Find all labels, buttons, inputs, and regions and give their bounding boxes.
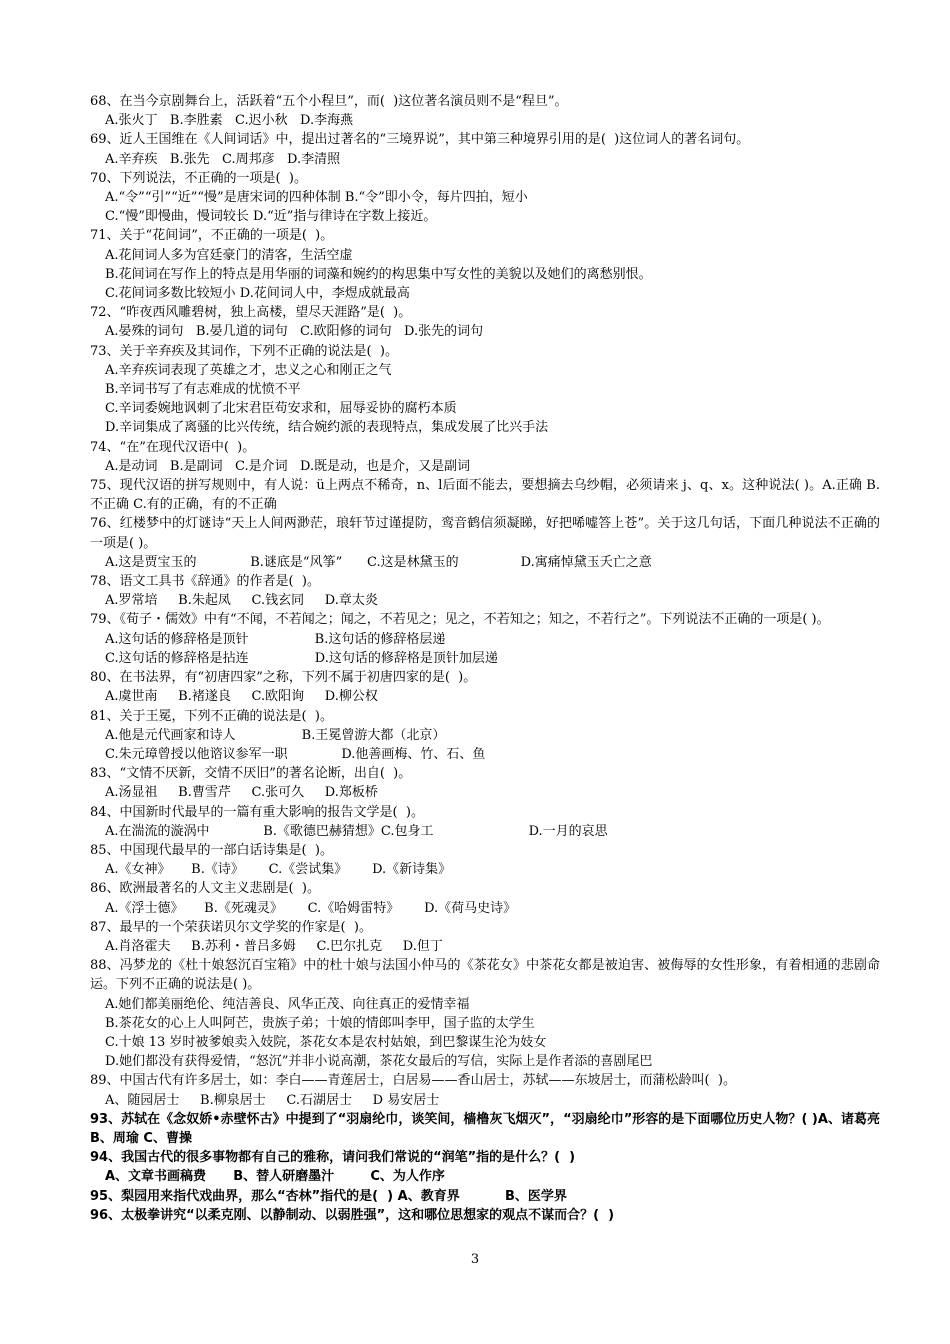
question-74: 74、“在”在现代汉语中( )。 <box>90 439 256 455</box>
options-68: A.张火丁 B.李胜素 C.迟小秋 D.李海燕 <box>105 113 354 129</box>
question-87: 87、最早的一个荣获诺贝尔文学奖的作家是( )。 <box>90 919 372 935</box>
options-80: A.虞世南 B.褚遂良 C.欧阳询 D.柳公权 <box>105 689 378 705</box>
options-86: A.《浮士德》 B.《死魂灵》 C.《哈姆雷特》 D.《荷马史诗》 <box>105 900 517 916</box>
question-93: 93、苏轼在《念奴娇•赤壁怀古》中提到了“羽扇纶巾，谈笑间，樯橹灰飞烟灭”，“羽扇纶巾”形容的是下面哪位历史人物？( )A、诸葛亮 B、周瑜 C、曹操 <box>90 1111 880 1146</box>
options-79-cd: C.这句话的修辞格是拈连 D.这句话的修辞格是顶针加层递 <box>105 650 498 666</box>
option-73-b: B.辛词书写了有志难成的忧愤不平 <box>105 382 301 398</box>
options-89: A、随园居士 B.柳泉居士 C.石湖居士 D 易安居士 <box>105 1092 440 1108</box>
option-73-c: C.辛词委婉地讽刺了北宋君臣苟安求和，屈辱妥协的腐朽本质 <box>105 401 457 417</box>
options-81-cd: C.朱元璋曾授以他谘议参军一职 D.他善画梅、竹、石、鱼 <box>105 746 486 762</box>
option-88-c: C.十娘 13 岁时被爹娘卖入妓院，茶花女本是农村姑娘，到巴黎谋生沦为妓女 <box>105 1034 547 1050</box>
question-68: 68、在当今京剧舞台上，活跃着“五个小程旦”，而( )这位著名演员则不是“程旦”。 <box>90 94 568 109</box>
option-73-d: D.辛词集成了离骚的比兴传统，结合婉约派的表现特点，集成发展了比兴手法 <box>105 420 549 436</box>
question-84: 84、中国新时代最早的一篇有重大影响的报告文学是( )。 <box>90 804 424 820</box>
option-88-d: D.她们都没有获得爱情，“怒沉”并非小说高潮，茶花女最后的写信，实际上是作者添的喜剧尾巴 <box>105 1054 653 1070</box>
question-70: 70、下列说法，不正确的一项是( )。 <box>90 170 307 186</box>
options-85: A.《女神》 B.《诗》 C.《尝试集》 D.《新诗集》 <box>105 862 452 878</box>
question-85: 85、中国现代最早的一部白话诗集是( )。 <box>90 842 333 858</box>
options-84: A.在湍流的漩涡中 B.《歌德巴赫猜想》C.包身工 D.一月的哀思 <box>105 823 608 839</box>
option-73-a: A.辛弃疾词表现了英雄之才，忠义之心和刚正之气 <box>105 362 392 378</box>
options-83: A.汤显祖 B.曹雪芹 C.张可久 D.郑板桥 <box>105 785 378 801</box>
options-81-ab: A.他是元代画家和诗人 B.王冕曾游大都（北京） <box>105 727 446 743</box>
question-75: 75、现代汉语的拼写规则中，有人说：ü上两点不稀奇，n、l后面不能去，要想摘去乌纱帽，必须请来 j、q、x。这种说法( )。A.正确 B.不正确 C.有的正确，有的不正确 <box>90 478 880 513</box>
options-70-cd: C.“慢”即慢曲，慢词较长 D.“近”指与律诗在字数上接近。 <box>105 209 437 225</box>
options-72: A.晏殊的词句 B.晏几道的词句 C.欧阳修的词句 D.张先的词句 <box>105 324 484 340</box>
options-87: A.肖洛霍夫 B.苏利・普吕多姆 C.巴尔扎克 D.但丁 <box>105 938 443 954</box>
question-96: 96、太极拳讲究“以柔克刚、以静制动、以弱胜强”，这和哪位思想家的观点不谋而合？( ) <box>90 1207 615 1223</box>
options-71-cd: C.花间词多数比较短小 D.花间词人中，李煜成就最高 <box>105 286 410 302</box>
page-number: 3 <box>470 1252 480 1267</box>
question-83: 83、“文情不厌新，交情不厌旧”的著名论断，出自( )。 <box>90 766 412 782</box>
question-79: 79、《荀子・儒效》中有“不闻，不若闻之；闻之，不若见之；见之，不若知之；知之，不若行之”。下列说法不正确的一项是( )。 <box>90 612 830 628</box>
question-95: 95、梨园用来指代戏曲界，那么“杏林”指代的是( ) A、教育界 B、医学界 <box>90 1188 567 1204</box>
options-94: A、文章书画稿费 B、替人研磨墨汁 C、为人作序 <box>105 1169 445 1185</box>
options-70-ab: A.“令”“引”“近”“慢”是唐宋词的四种体制 B.“令”即小令，每片四拍，短小 <box>105 190 528 206</box>
question-81: 81、关于王冕，下列不正确的说法是( )。 <box>90 708 333 724</box>
question-80: 80、在书法界，有“初唐四家”之称，下列不属于初唐四家的是( )。 <box>90 670 477 686</box>
option-88-a: A.她们都美丽绝伦、纯洁善良、风华正茂、向往真正的爱情幸福 <box>105 996 470 1012</box>
question-72: 72、“昨夜西风雕碧树，独上高楼，望尽天涯路”是( )。 <box>90 305 412 321</box>
option-71-b: B.花间词在写作上的特点是用华丽的词藻和婉约的构思集中写女性的美貌以及她们的离愁别恨。 <box>105 266 652 282</box>
question-list <box>90 92 880 1225</box>
options-78: A.罗常培 B.朱起凤 C.钱玄同 D.章太炎 <box>105 593 378 609</box>
question-89: 89、中国古代有许多居士，如：李白——青莲居士，白居易——香山居士，苏轼——东坡居士，而蒲松龄叫( )。 <box>90 1073 736 1089</box>
options-76: A.这是贾宝玉的 B.谜底是“风筝” C.这是林黛玉的 D.寓痛悼黛玉夭亡之意 <box>105 554 652 570</box>
option-71-a: A.花间词人多为宫廷豪门的清客，生活空虚 <box>105 247 353 263</box>
question-86: 86、欧洲最著名的人文主义悲剧是( )。 <box>90 881 320 897</box>
question-76: 76、红楼梦中的灯谜诗“天上人间两渺茫，琅轩节过谨提防，鸾音鹤信须凝睇，好把唏嘘答上苍”。关于这几句话，下面几种说法不正确的一项是( )。 <box>90 516 880 551</box>
question-71: 71、关于“花间词”，不正确的一项是( )。 <box>90 228 334 244</box>
question-94: 94、我国古代的很多事物都有自己的雅称，请问我们常说的“润笔”指的是什么？( ) <box>90 1150 576 1166</box>
options-74: A.是动词 B.是副词 C.是介词 D.既是动，也是介，又是副词 <box>105 458 471 474</box>
options-69: A.辛弃疾 B.张先 C.周邦彦 D.李清照 <box>105 151 341 167</box>
question-78: 78、语文工具书《辞通》的作者是( )。 <box>90 574 320 590</box>
options-79-ab: A.这句话的修辞格是顶针 B.这句话的修辞格层递 <box>105 631 446 647</box>
question-88: 88、冯梦龙的《杜十娘怒沉百宝箱》中的杜十娘与法国小仲马的《茶花女》中茶花女都是被迫害、被侮辱的女性形象，有着相通的悲剧命运。下列不正确的说法是( )。 <box>90 958 880 993</box>
question-69: 69、近人王国维在《人间词话》中，提出过著名的“三境界说”，其中第三种境界引用的是( )这位词人的著名词句。 <box>90 132 750 148</box>
option-88-b: B.茶花女的心上人叫阿芒，贵族子弟；十娘的情郎叫李甲，国子监的太学生 <box>105 1015 535 1031</box>
question-73: 73、关于辛弃疾及其词作，下列不正确的说法是( )。 <box>90 343 398 359</box>
